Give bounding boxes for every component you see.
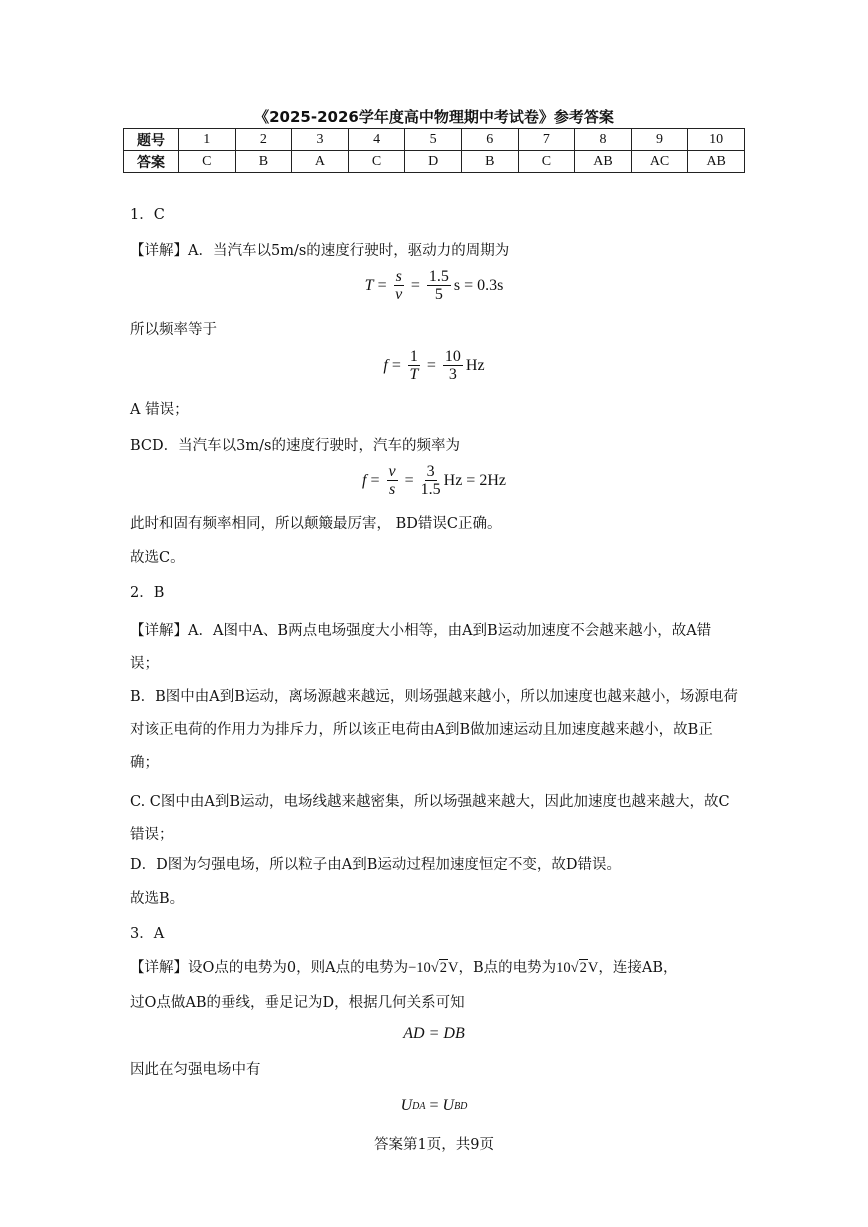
table-cell: 8	[575, 129, 632, 151]
page-title: 《2025-2026学年度高中物理期中考试卷》参考答案	[254, 108, 614, 126]
q3-detail-line: 因此在匀强电场中有	[130, 1062, 261, 1078]
q2-detail-c: C. C图中由A到B运动，电场线越来越密集，所以场强越来越大，因此加速度也越来越大，故C错误；	[130, 794, 730, 843]
q3-equation-ad-db	[0, 1025, 868, 1043]
q1-equation-frequency: f = $\frac{1}{T}$ = $\frac{10}{3}$ Hz	[383, 348, 485, 383]
unit: V	[448, 960, 459, 976]
q2-heading: 2．B	[130, 585, 165, 601]
table-cell: 9	[631, 129, 688, 151]
q1-conclusion: 故选C。	[130, 550, 185, 566]
table-cell: 3	[292, 129, 349, 151]
q3-heading: 3．A	[130, 926, 165, 942]
q2-conclusion: 故选B。	[130, 891, 185, 907]
text-segment: ，B点的电势为	[458, 960, 557, 976]
table-cell: D	[405, 151, 462, 173]
table-cell: 6	[461, 129, 518, 151]
q1-detail-line: BCD．当汽车以3m/s的速度行驶时，汽车的频率为	[130, 438, 460, 454]
symbol: f	[383, 356, 388, 374]
q1-equation-frequency-2: f = $\frac{v}{s}$ = $\frac{3}{1.5}$ Hz = 2Hz	[362, 463, 506, 498]
sqrt-icon: √2	[430, 960, 447, 976]
equation-rhs: s = 0.3s	[453, 276, 504, 294]
symbol: T	[364, 276, 374, 294]
table-cell: B	[235, 151, 292, 173]
fraction-denominator: v	[395, 286, 403, 303]
table-cell: C	[518, 151, 575, 173]
table-cell: 4	[348, 129, 405, 151]
q1-detail-line: 此时和固有频率相同，所以颠簸最厉害， BD错误C正确。	[130, 516, 502, 532]
q3-detail-line	[130, 958, 677, 978]
symbol: U	[400, 1097, 413, 1114]
table-cell: 10	[688, 129, 745, 151]
answer-table	[123, 128, 745, 173]
table-cell: A	[292, 151, 349, 173]
table-cell: C	[348, 151, 405, 173]
row-header-answer: 答案	[124, 151, 179, 173]
q3-equation-potential	[0, 1097, 868, 1115]
equals: =	[425, 1097, 443, 1114]
sqrt-icon: √2	[570, 960, 587, 976]
unit: Hz	[465, 356, 485, 374]
fraction-denominator: T	[409, 366, 419, 383]
fraction-denominator: 5	[434, 286, 443, 303]
equation-rhs: Hz = 2Hz	[443, 471, 506, 489]
symbol: U	[442, 1097, 455, 1114]
q1-detail-line: 所以频率等于	[130, 322, 217, 338]
table-cell: B	[461, 151, 518, 173]
coefficient: 10	[556, 960, 571, 976]
fraction-numerator: 3	[426, 463, 435, 480]
fraction-numerator: 1.5	[428, 268, 449, 285]
q1-equation-period: T = $\frac{s}{v}$ = $\frac{1.5}{5}$ s = 0.3s	[364, 268, 504, 303]
text-segment: 【详解】设O点的电势为0，则A点的电势为	[130, 960, 409, 976]
row-header-question: 题号	[124, 129, 179, 151]
potential-a	[408, 960, 458, 976]
radicand: 2	[439, 960, 447, 976]
q2-detail-a: 【详解】A．A图中A、B两点电场强度大小相等，由A到B运动加速度不会越来越小，故A错误；	[130, 623, 712, 672]
table-cell: 2	[235, 129, 292, 151]
subscript: BD	[454, 1100, 468, 1112]
subscript: DA	[412, 1100, 426, 1112]
table-cell: 7	[518, 129, 575, 151]
table-cell: 5	[405, 129, 462, 151]
fraction-numerator: 10	[444, 348, 461, 365]
table-cell: 1	[179, 129, 236, 151]
radicand: 2	[579, 960, 587, 976]
text-segment: ，连接AB，	[598, 960, 678, 976]
q2-detail-d: D．D图为匀强电场，所以粒子由A到B运动过程加速度恒定不变，故D错误。	[130, 857, 622, 873]
table-cell: AB	[575, 151, 632, 173]
q1-detail-line: 【详解】A．当汽车以5m/s的速度行驶时，驱动力的周期为	[130, 243, 510, 259]
fraction-denominator: 1.5	[420, 481, 441, 498]
equation: AD = DB	[403, 1025, 465, 1042]
symbol: f	[362, 471, 367, 489]
table-cell: AB	[688, 151, 745, 173]
question-number-row	[124, 129, 745, 151]
q2-detail-b: B．B图中由A到B运动，离场源越来越远，则场强越来越小，所以加速度也越来越小，场源电荷对该正电荷的作用力为排斥力，所以该正电荷由A到B做加速运动且加速度越来越小，故B正确；	[130, 689, 738, 771]
fraction-numerator: v	[388, 463, 396, 480]
table-cell: AC	[631, 151, 688, 173]
potential-b	[556, 960, 598, 976]
table-cell: C	[179, 151, 236, 173]
fraction-denominator: s	[388, 481, 396, 498]
fraction-numerator: 1	[409, 348, 418, 365]
unit: V	[587, 960, 599, 976]
answer-row	[124, 151, 745, 173]
q1-detail-line: A 错误；	[130, 402, 189, 418]
fraction-denominator: 3	[448, 366, 457, 383]
q3-detail-line: 过O点做AB的垂线，垂足记为D，根据几何关系可知	[130, 995, 465, 1011]
fraction-numerator: s	[395, 268, 402, 285]
q1-heading: 1．C	[130, 207, 165, 223]
coefficient: −10	[408, 960, 431, 976]
page-footer: 答案第1页，共9页	[374, 1137, 494, 1153]
